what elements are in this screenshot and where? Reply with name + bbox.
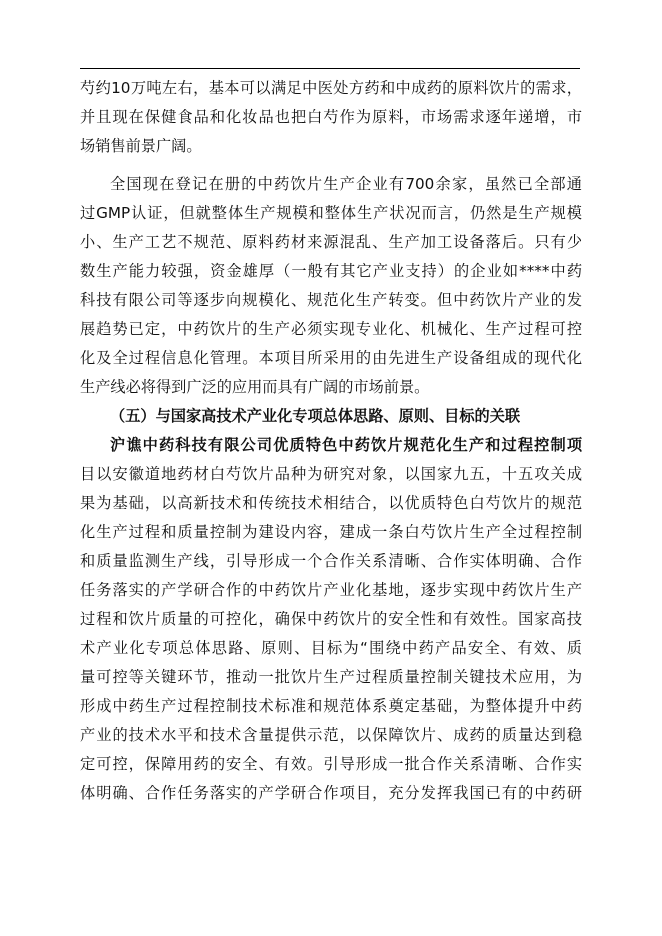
text-line: 产业的技术水平和技术含量提供示范，以保障饮片、成药的质量达到稳 — [80, 726, 582, 744]
text-line: 数生产能力较强，资金雄厚（一般有其它产业支持）的企业如****中药 — [80, 262, 582, 280]
text-line: 量可控等关键环节，推动一批饮片生产过程质量控制关键技术应用，为 — [80, 668, 582, 686]
text-line: 任务落实的产学研合作的中药饮片产业化基地，逐步实现中药饮片生产 — [80, 581, 582, 599]
text-line: 生产线必将得到广泛的应用而具有广阔的市场前景。 — [80, 378, 430, 396]
paragraph-project-relation — [80, 431, 582, 808]
text-line: 沪谯中药科技有限公司优质特色中药饮片规范化生产和过程控制项 — [110, 436, 582, 454]
section-heading: （五）与国家高技术产业化专项总体思路、原则、目标的关联 — [110, 407, 521, 425]
text-line: 芍约10万吨左右，基本可以满足中医处方药和中成药的原料饮片的需求， — [80, 79, 582, 97]
text-line: 定可控，保障用药的安全、有效。引导形成一批合作关系清晰、合作实 — [80, 755, 582, 773]
text-line: 全国现在登记在册的中药饮片生产企业有700余家，虽然已全部通 — [110, 175, 582, 193]
text-line: 过GMP认证，但就整体生产规模和整体生产状况而言，仍然是生产规模 — [80, 204, 582, 222]
header-rule — [80, 68, 580, 69]
document-body — [80, 74, 582, 808]
text-line: 科技有限公司等逐步向规模化、规范化生产转变。但中药饮片产业的发 — [80, 291, 582, 309]
text-line: 和质量监测生产线，引导形成一个合作关系清晰、合作实体明确、合作 — [80, 552, 582, 570]
text-line: 化及全过程信息化管理。本项目所采用的由先进生产设备组成的现代化 — [80, 349, 582, 367]
text-line: 术产业化专项总体思路、原则、目标为“围绕中药产品安全、有效、质 — [80, 639, 582, 657]
text-line: 形成中药生产过程控制技术标准和规范体系奠定基础，为整体提升中药 — [80, 697, 582, 715]
text-line: 展趋势已定，中药饮片的生产必须实现专业化、机械化、生产过程可控 — [80, 320, 582, 338]
text-line: 化生产过程和质量控制为建设内容，建成一条白芍饮片生产全过程控制 — [80, 523, 582, 541]
text-line: 目以安徽道地药材白芍饮片品种为研究对象，以国家九五，十五攻关成 — [80, 465, 582, 483]
text-line: 场销售前景广阔。 — [80, 137, 202, 155]
text-line: 小、生产工艺不规范、原料药材来源混乱、生产加工设备落后。只有少 — [80, 233, 582, 251]
text-line: 过程和饮片质量的可控化，确保中药饮片的安全性和有效性。国家高技 — [80, 610, 582, 628]
paragraph-market-demand — [80, 74, 582, 161]
text-line: 并且现在保健食品和化妆品也把白芍作为原料，市场需求逐年递增，市 — [80, 108, 582, 126]
paragraph-industry-status — [80, 170, 582, 402]
text-line: 果为基础，以高新技术和传统技术相结合，以优质特色白芍饮片的规范 — [80, 494, 582, 512]
text-line: 体明确、合作任务落实的产学研合作项目，充分发挥我国已有的中药研 — [80, 784, 582, 802]
